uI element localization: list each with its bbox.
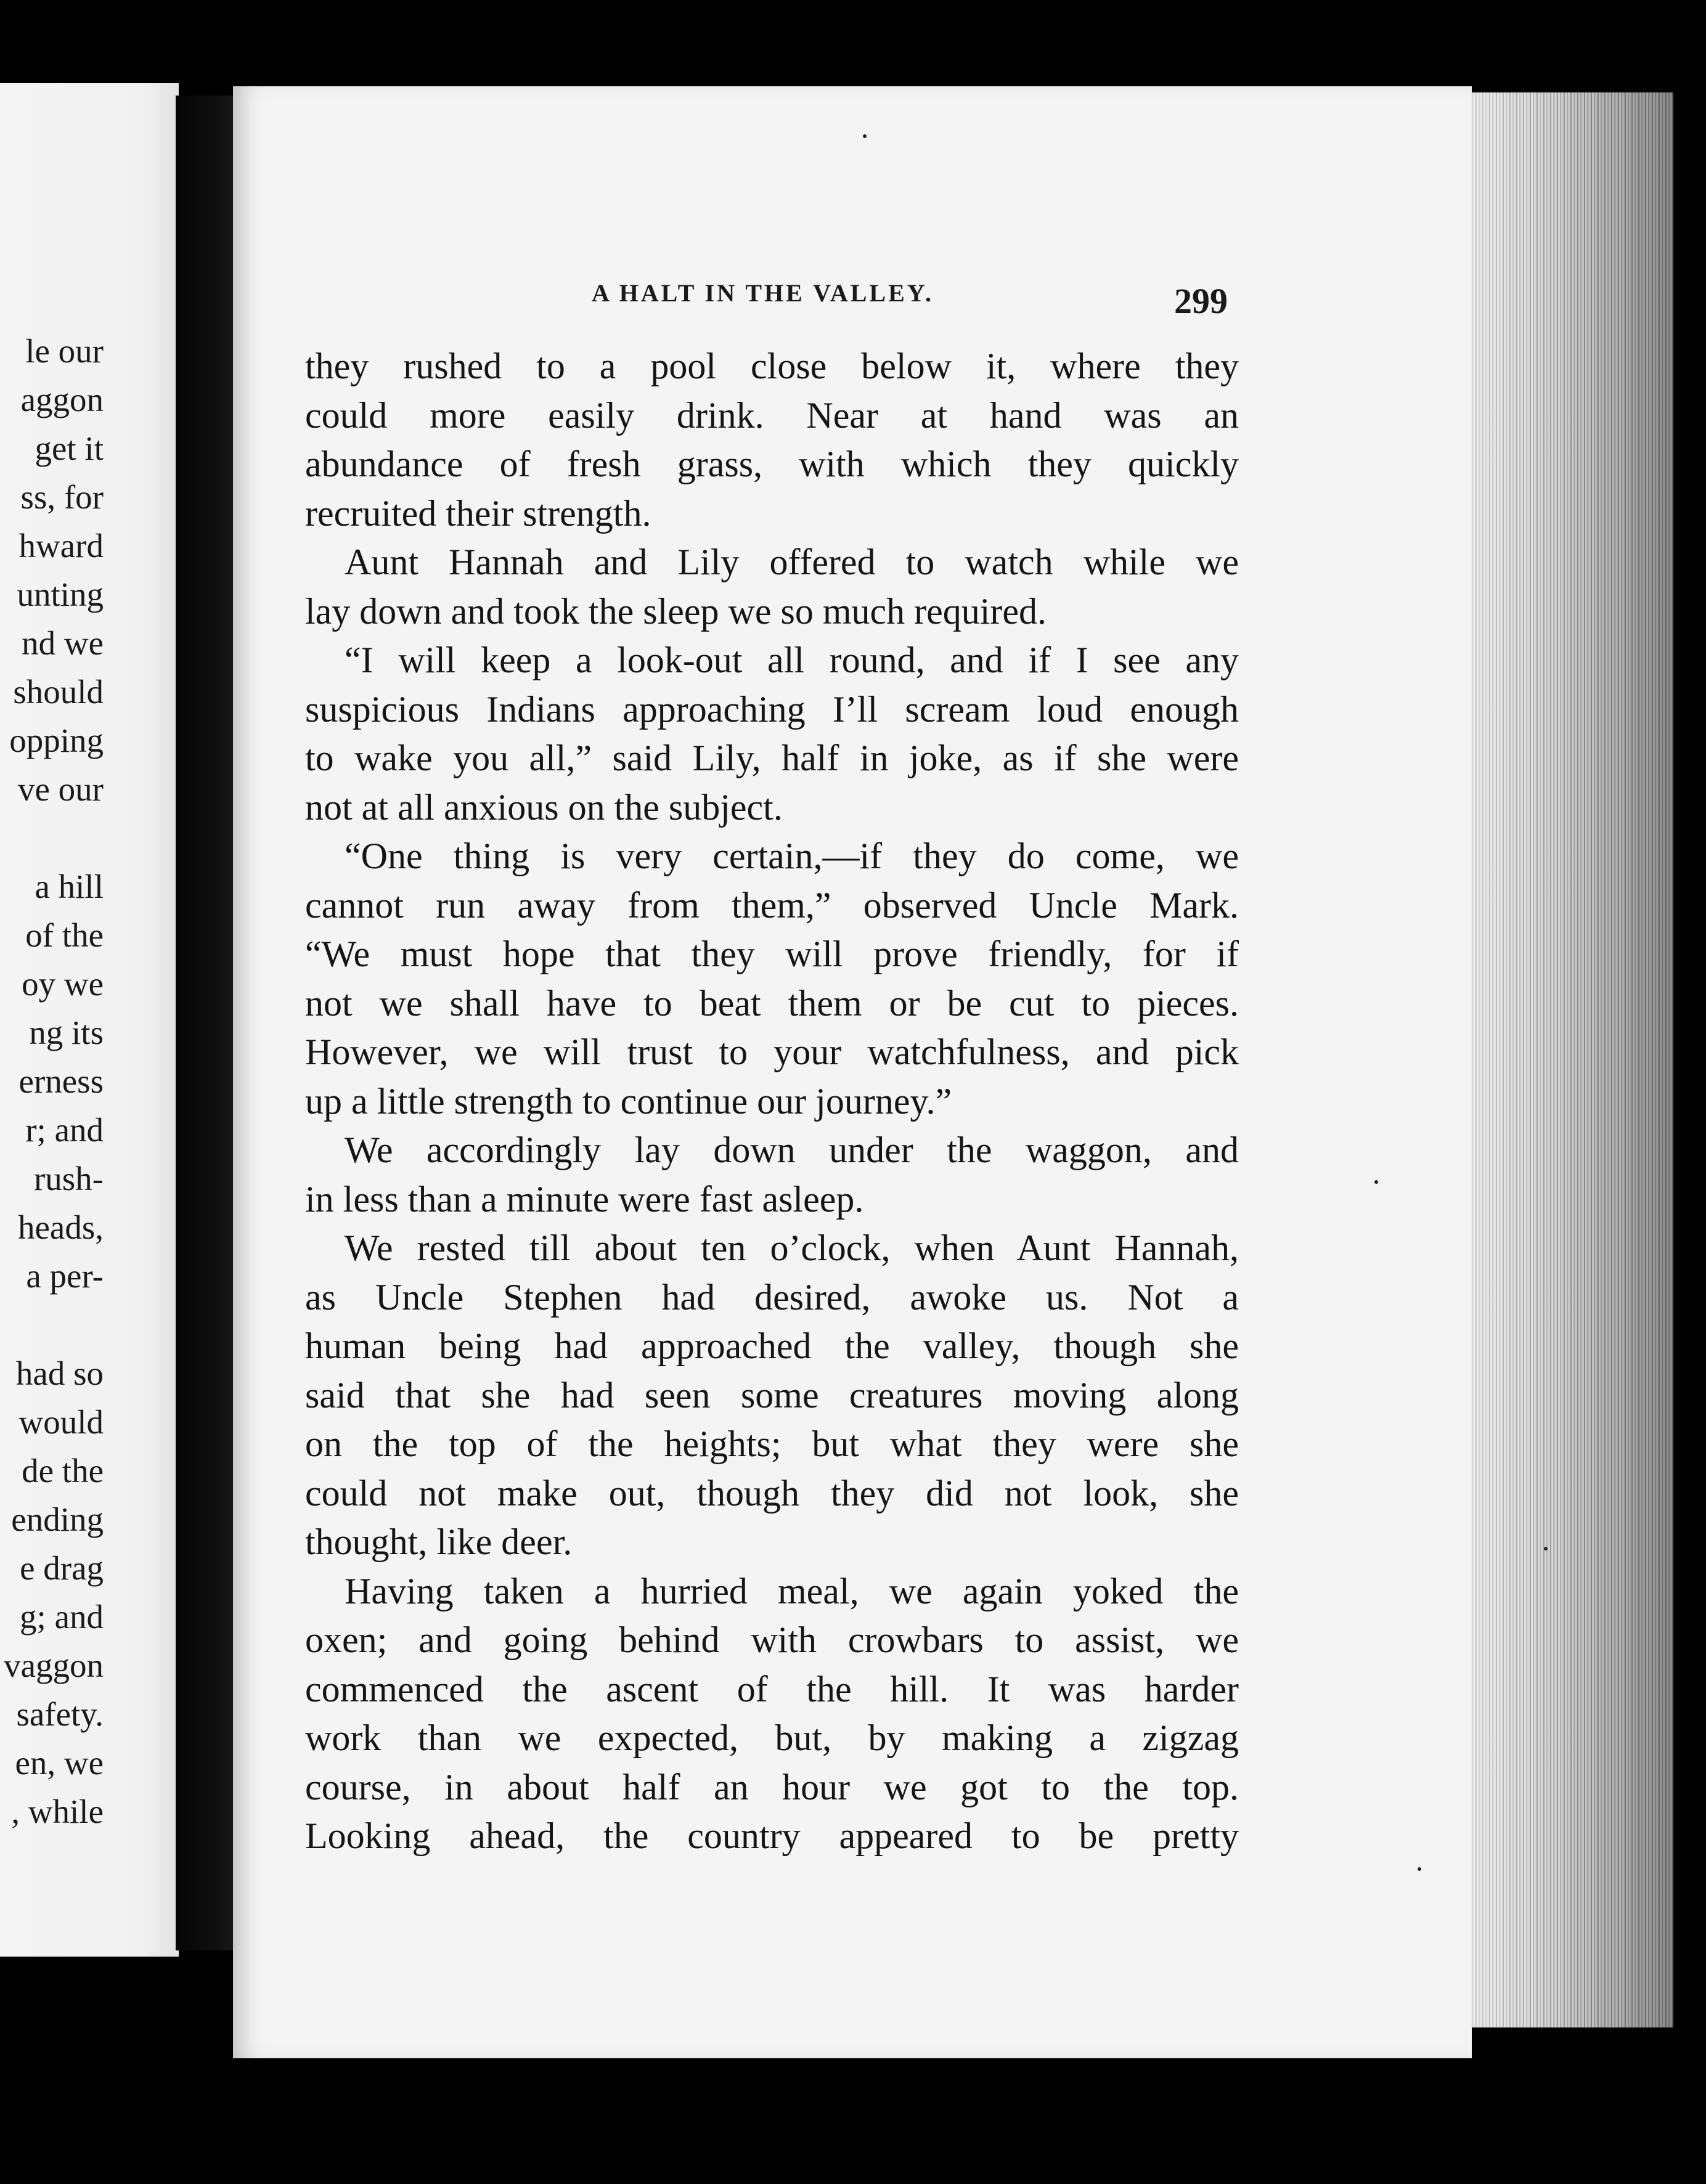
text-line: work than we expected, but, by making a zigzag bbox=[305, 1717, 1239, 1758]
text-line: Aunt Hannah and Lily offered to watch while we bbox=[345, 542, 1239, 582]
text-line: cannot run away from them,” observed Uncle Mark. bbox=[305, 884, 1239, 926]
text-line: lay down and took the sleep we so much required. bbox=[305, 590, 1047, 632]
text-line: course, in about half an hour we got to the top. bbox=[305, 1766, 1239, 1807]
left-line: opping bbox=[9, 722, 104, 759]
text-line: said that she had seen some creatures moving along bbox=[305, 1374, 1239, 1416]
text-line: “I will keep a look-out all round, and if I see any bbox=[345, 640, 1239, 680]
left-page-text bbox=[0, 327, 104, 1836]
left-line: heads, bbox=[18, 1208, 104, 1246]
text-line: could more easily drink. Near at hand was an bbox=[305, 394, 1239, 436]
left-line: ng its bbox=[29, 1014, 104, 1051]
text-line: We accordingly lay down under the waggon, and bbox=[345, 1130, 1239, 1170]
dust-speck bbox=[1544, 1547, 1548, 1550]
left-page-fragment bbox=[0, 83, 179, 1957]
left-line: rush- bbox=[33, 1160, 104, 1197]
left-line: unting bbox=[17, 576, 104, 613]
left-line: ending bbox=[11, 1501, 104, 1538]
left-line: r; and bbox=[25, 1111, 104, 1149]
left-line: nd we bbox=[22, 624, 104, 662]
page-body bbox=[305, 342, 1239, 1861]
left-line: should bbox=[13, 673, 104, 711]
text-line: they rushed to a pool close below it, where they bbox=[305, 346, 1239, 386]
text-line: commenced the ascent of the hill. It was harder bbox=[305, 1668, 1239, 1709]
left-line: had so bbox=[15, 1355, 104, 1392]
left-line: vaggon bbox=[4, 1647, 104, 1684]
left-line: ve our bbox=[18, 770, 104, 808]
text-line: could not make out, though they did not look, she bbox=[305, 1472, 1239, 1514]
dust-speck bbox=[1374, 1180, 1378, 1184]
text-line: thought, like deer. bbox=[305, 1522, 573, 1562]
left-line: ss, for bbox=[20, 478, 104, 516]
text-line: human being had approached the valley, though she bbox=[305, 1326, 1239, 1366]
text-line: Looking ahead, the country appeared to be pretty bbox=[305, 1815, 1239, 1856]
left-line: a hill bbox=[35, 868, 104, 905]
left-line: e drag bbox=[20, 1549, 104, 1587]
left-line: would bbox=[18, 1403, 104, 1441]
left-line: , while bbox=[11, 1793, 104, 1830]
text-line: suspicious Indians approaching I’ll scream loud enough bbox=[305, 688, 1239, 730]
left-line: de the bbox=[22, 1452, 104, 1489]
running-head: A HALT IN THE VALLEY. bbox=[592, 279, 934, 307]
text-line: “One thing is very certain,—if they do come, we bbox=[345, 836, 1239, 876]
text-line: up a little strength to continue our journey.” bbox=[305, 1080, 952, 1122]
left-line bbox=[0, 813, 104, 862]
text-line: We rested till about ten o’clock, when Aunt Hannah, bbox=[345, 1228, 1239, 1268]
left-line: en, we bbox=[15, 1744, 104, 1782]
text-line: However, we will trust to your watchfulness, and pick bbox=[305, 1032, 1239, 1072]
left-line: g; and bbox=[20, 1598, 104, 1636]
left-line: aggon bbox=[20, 381, 104, 418]
left-line: get it bbox=[35, 430, 104, 467]
left-line: of the bbox=[25, 916, 104, 954]
left-line: le our bbox=[25, 332, 104, 370]
page-stack-shading bbox=[1470, 92, 1673, 2027]
text-line: to wake you all,” said Lily, half in joke, as if she were bbox=[305, 738, 1239, 778]
text-line: not at all anxious on the subject. bbox=[305, 786, 783, 828]
text-line: Having taken a hurried meal, we again yoked the bbox=[345, 1570, 1239, 1612]
left-line bbox=[0, 1300, 104, 1349]
text-line: recruited their strength. bbox=[305, 492, 651, 534]
left-line: safety. bbox=[16, 1695, 104, 1733]
text-line: as Uncle Stephen had desired, awoke us. Not a bbox=[305, 1276, 1239, 1318]
text-line: on the top of the heights; but what they were she bbox=[305, 1424, 1239, 1464]
text-line: not we shall have to beat them or be cut to pieces. bbox=[305, 982, 1239, 1024]
left-line: hward bbox=[18, 527, 104, 564]
text-line: in less than a minute were fast asleep. bbox=[305, 1178, 864, 1220]
left-line: oy we bbox=[22, 965, 104, 1003]
page-number: 299 bbox=[1174, 281, 1228, 321]
left-line: a per- bbox=[26, 1257, 104, 1295]
left-line: erness bbox=[18, 1062, 104, 1100]
text-line: “We must hope that they will prove friendly, for if bbox=[305, 934, 1239, 974]
text-line: abundance of fresh grass, with which they quickly bbox=[305, 444, 1239, 484]
dust-speck bbox=[1418, 1867, 1421, 1871]
dust-speck bbox=[863, 134, 867, 138]
text-line: oxen; and going behind with crowbars to assist, we bbox=[305, 1620, 1239, 1660]
